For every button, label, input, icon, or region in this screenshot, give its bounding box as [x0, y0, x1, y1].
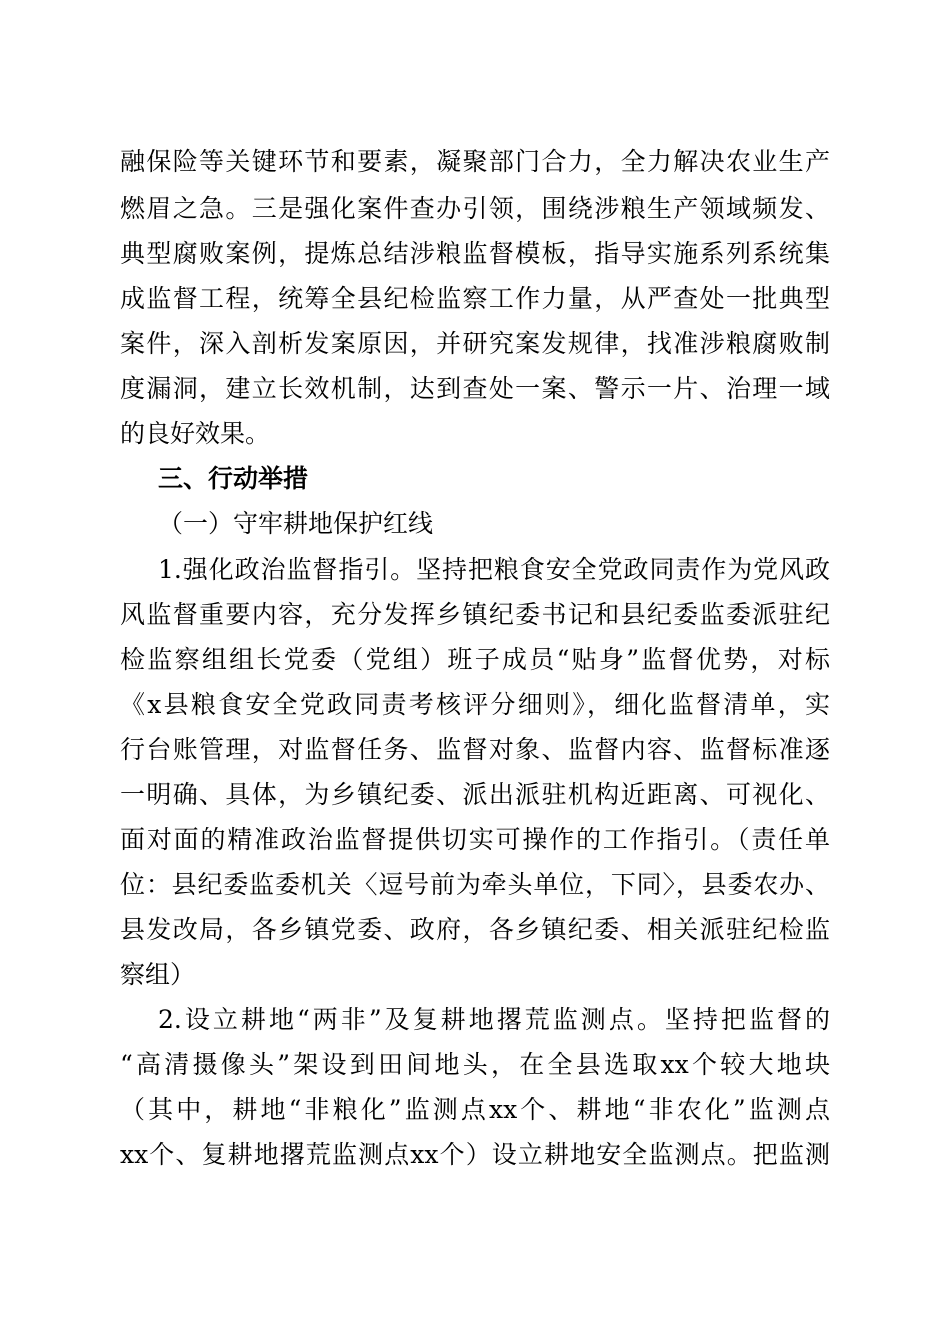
body-text-line: xx个、复耕地撂荒监测点xx个）设立耕地安全监测点。把监测	[120, 1140, 830, 1169]
body-text-line: 2.设立耕地“两非”及复耕地撂荒监测点。坚持把监督的	[158, 1005, 830, 1034]
body-text-line: 的良好效果。	[120, 419, 271, 448]
body-text-line: 一明确、具体，为乡镇纪委、派出派驻机构近距离、可视化、	[120, 780, 830, 809]
body-text-line: 1.强化政治监督指引。坚持把粮食安全党政同责作为党风政	[158, 555, 830, 584]
body-text-line: 《x县粮食安全党政同责考核评分细则》，细化监督清单，实	[120, 690, 830, 719]
body-text-line: 县发改局，各乡镇党委、政府，各乡镇纪委、相关派驻纪检监	[120, 915, 830, 944]
body-text-line: “高清摄像头”架设到田间地头，在全县选取xx个较大地块	[120, 1050, 830, 1079]
body-text-line: 位：县纪委监委机关〈逗号前为牵头单位，下同〉，县委农办、	[120, 870, 830, 899]
body-text-line: 风监督重要内容，充分发挥乡镇纪委书记和县纪委监委派驻纪	[120, 600, 830, 629]
body-text-line: 度漏洞，建立长效机制，达到查处一案、警示一片、治理一域	[120, 374, 830, 403]
body-text-line: 面对面的精准政治监督提供切实可操作的工作指引。（责任单	[120, 825, 830, 854]
body-text-line: 融保险等关键环节和要素，凝聚部门合力，全力解决农业生产	[120, 147, 830, 176]
body-text-line: 案件，深入剖析发案原因，并研究案发规律，找准涉粮腐败制	[120, 329, 830, 358]
body-text-line: 行台账管理，对监督任务、监督对象、监督内容、监督标准逐	[120, 735, 830, 764]
subsection-heading: （一）守牢耕地保护红线	[158, 509, 434, 538]
body-text-line: 燃眉之急。三是强化案件查办引领，围绕涉粮生产领域频发、	[120, 194, 830, 223]
body-text-line: （其中，耕地“非粮化”监测点xx个、耕地“非农化”监测点	[120, 1095, 830, 1124]
body-text-line: 检监察组组长党委（党组）班子成员“贴身”监督优势，对标	[120, 645, 830, 674]
body-text-line: 成监督工程，统筹全县纪检监察工作力量，从严查处一批典型	[120, 284, 830, 313]
body-text-line: 典型腐败案例，提炼总结涉粮监督模板，指导实施系列系统集	[120, 239, 830, 268]
body-text-line: 察组）	[120, 960, 196, 989]
section-heading: 三、行动举措	[158, 464, 309, 493]
